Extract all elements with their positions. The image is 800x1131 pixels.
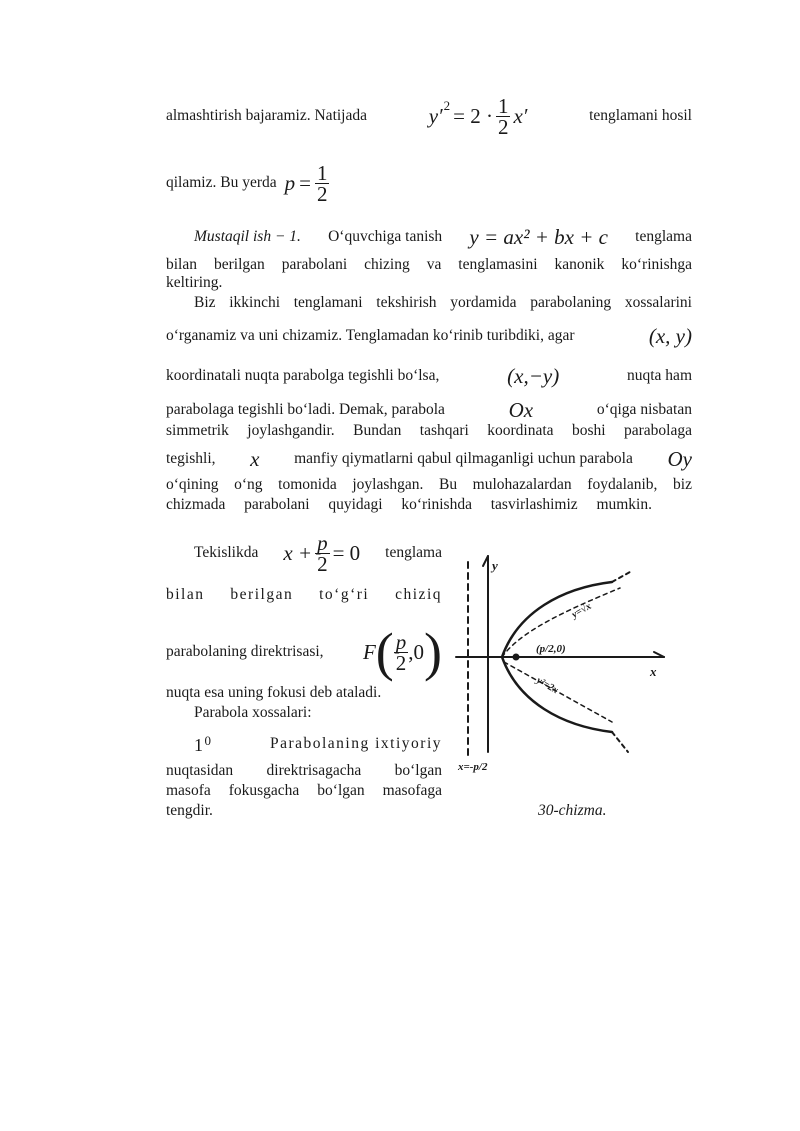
mustaqil-line2: bilan berilgan parabolani chizing va tenglamasini kanonik ko‘rinishga [166,256,692,273]
p1-line1 [166,92,692,140]
p3-line7: nuqtasidan direktrisagacha bo‘lgan [166,762,442,779]
lower-dashed-line [504,662,612,722]
label-directrix: x=-p/2 [458,761,488,773]
p2-l2-text: o‘rganamiz va uni chizamiz. Tenglamadan ko‘rinib turibdiki, agar [166,327,575,344]
p2-l3-text: koordinatali nuqta parabolga tegishli bo‘lsa, [166,367,440,384]
p3-line5: Parabola xossalari: [194,704,312,721]
dir-fraction [315,530,330,576]
p2-l6-mid: manfiy qiymatlarni qabul qilmaganligi uchun parabola [294,450,633,467]
p3-line1 [194,530,442,576]
p2-line5: simmetrik joylashgandir. Bundan tashqari koordinata boshi parabolaga [166,422,692,439]
mustaqil-line3: keltiring. [166,274,223,291]
p2-l6-x: x [250,447,260,471]
p2-line2 [166,320,692,352]
property-sup: 0 [204,732,213,748]
p1-pre: almashtirish bajaramiz. Natijada [166,107,367,124]
label-lower-curve: y²=2x [534,675,561,697]
p-num: 1 [316,160,328,185]
p3-l1-text: Tekislikda [194,544,259,561]
dir-num: p [317,530,328,555]
label-x-axis: x [650,664,657,679]
p1-line2 [166,158,329,208]
p1-post: tenglamani hosil [589,107,692,124]
eq-lhs: y′ [428,104,443,128]
eq-den: 2 [497,114,509,139]
p2-line8: chizmada parabolani quyidagi ko‘rinishda tasvirlashimiz mumkin. [166,496,652,513]
focus-point [362,622,442,682]
figure-caption: 30-chizma. [538,802,607,819]
p3-l1-post: tenglama [385,544,442,561]
directrix-equation [283,530,361,576]
p3-line3 [166,622,442,682]
focus-num: p [395,629,407,654]
p2-l4-axis: Ox [508,398,534,422]
p3-line6 [194,730,442,758]
mustaqil-text1: O‘quvchiga tanish [328,228,443,245]
p2-l3-point: (x,−y) [507,364,560,388]
parabola-figure [452,552,672,782]
mustaqil-text2: tenglama [635,228,692,245]
label-focus: (p/2,0) [536,643,566,655]
eq-num: 1 [497,93,509,118]
property-number [194,730,213,758]
property-num: 1 [194,735,205,756]
focus-fraction [394,629,409,675]
p2-l4-text: parabolaga tegishli bo‘ladi. Demak, parabola [166,401,445,418]
p-eq: = [299,171,311,195]
p2-line6 [166,444,692,474]
p2-l6-axis: Oy [667,447,692,471]
mustaqil-label: Mustaqil ish − 1. [194,228,301,245]
dir-den: 2 [317,551,328,576]
p-definition [284,160,330,206]
eq-lhs-exp: 2 [443,98,451,113]
p2-line1: Biz ikkinchi tenglamani tekshirish yordamida parabolaning xossalarini [194,294,692,311]
eq-var: x′ [513,104,528,128]
focus-dot [513,654,519,660]
p1-line2-pre: qilamiz. Bu yerda [166,174,277,191]
label-upper-curve: y=√x [570,600,594,621]
p2-l6-text: tegishli, [166,450,216,467]
p-fraction [315,160,330,206]
p3-l3-text: parabolaning direktrisasi, [166,643,324,660]
p2-l4-post: o‘qiga nisbatan [596,401,692,418]
p-den: 2 [316,181,328,206]
dir-x: x + [283,541,313,565]
p3-line4: nuqta esa uning fokusi deb ataladi. [166,684,382,701]
eq-equals: = 2 · [453,104,493,128]
p-var: p [284,171,296,195]
p3-line2: bilan berilgan to‘g‘ri chiziq [166,586,442,603]
focus-rparen: ) [424,622,442,682]
mustaqil-line1 [194,222,692,252]
focus-den: 2 [395,650,407,675]
focus-lparen: ( [375,622,394,682]
p2-line3 [166,360,692,392]
p3-l6-text: Parabolaning ixtiyoriy [269,735,442,752]
p1-equation [428,93,528,139]
focus-F: F [362,640,376,664]
p3-line8: masofa fokusgacha bo‘lgan masofaga [166,782,442,799]
p2-l3-post: nuqta ham [627,367,692,384]
parabola-extension-lower [612,732,628,752]
label-y-axis: y [492,558,498,573]
p3-line9: tengdir. [166,802,213,819]
parabola-extension-upper [612,572,630,582]
eq-fraction [496,93,511,139]
dir-eq: = 0 [332,541,361,565]
quadratic-equation: y = ax² + bx + c [469,225,608,249]
p2-l2-point: (x, y) [648,324,692,348]
p2-line7: o‘qining o‘ng tomonida joylashgan. Bu mulohazalardan foydalanib, biz [166,476,692,493]
focus-tail: ,0 [408,640,425,664]
